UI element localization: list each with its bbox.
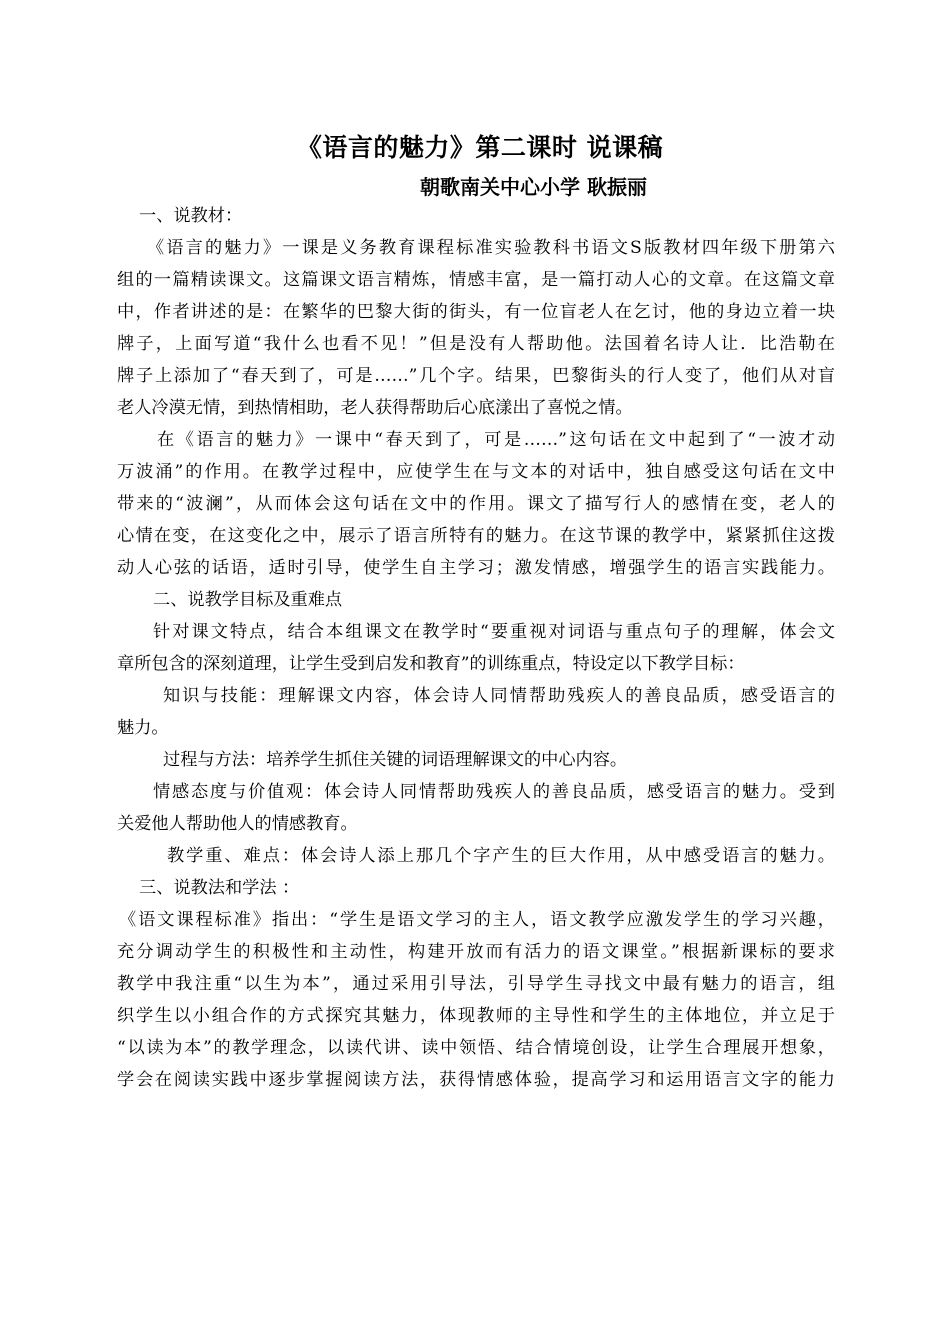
paragraph-line: 知识与技能：理解课文内容，体会诗人同情帮助残疾人的善良品质，感受语言的 — [163, 686, 835, 706]
section-heading-1: 一、说教材： — [139, 206, 243, 226]
paragraph-line: 带来的“波澜”，从而体会这句话在文中的作用。课文了描写行人的感情在变，老人的 — [117, 494, 835, 514]
document-title: 《语言的魅力》第二课时 说课稿 — [296, 133, 664, 162]
paragraph-line: “以读为本”的教学理念，以读代讲、读中领悟、结合情境创设，让学生合理展开想象， — [117, 1038, 835, 1058]
paragraph-line: 针对课文特点，结合本组课文在教学时“要重视对词语与重点句子的理解，体会文 — [153, 622, 835, 642]
paragraph-line: 《语文课程标准》指出：“学生是语文学习的主人，语文教学应激发学生的学习兴趣， — [119, 910, 835, 930]
paragraph-line: 万波涌”的作用。在教学过程中，应使学生在与文本的对话中，独自感受这句话在文中 — [117, 462, 835, 482]
paragraph-line: 学会在阅读实践中逐步掌握阅读方法，获得情感体验，提高学习和运用语言文字的能力 — [117, 1070, 835, 1090]
paragraph-line: 教学重、难点：体会诗人添上那几个字产生的巨大作用，从中感受语言的魅力。 — [167, 846, 835, 866]
paragraph-line: 过程与方法：培养学生抓住关键的词语理解课文的中心内容。 — [163, 750, 628, 770]
section-heading-3: 三、说教法和学法 ： — [139, 878, 300, 898]
paragraph-line: 组的一篇精读课文。这篇课文语言精炼，情感丰富，是一篇打动人心的文章。在这篇文章 — [117, 270, 835, 290]
paragraph-line: 关爱他人帮助他人的情感教育。 — [117, 814, 358, 834]
paragraph-line: 老人冷漠无情，到热情相助，老人获得帮助后心底漾出了喜悦之情。 — [117, 398, 633, 418]
paragraph-line: 动人心弦的话语，适时引导，使学生自主学习；激发情感，增强学生的语言实践能力。 — [117, 558, 835, 578]
paragraph-line: 章所包含的深刻道理，让学生受到启发和教育”的训练重点，特设定以下教学目标： — [117, 654, 745, 674]
paragraph-line: 教学中我注重“以生为本”，通过采用引导法，引导学生寻找文中最有魅力的语言，组 — [117, 974, 835, 994]
paragraph-line: 织学生以小组合作的方式探究其魅力，体现教师的主导性和学生的主体地位，并立足于 — [117, 1006, 835, 1026]
paragraph-line: 牌子上添加了“春天到了，可是……”几个字。结果，巴黎街头的行人变了，他们从对盲 — [117, 366, 835, 386]
document-body — [117, 200, 835, 1096]
paragraph-line: 在《语言的魅力》一课中“春天到了，可是……”这句话在文中起到了“一波才动 — [157, 430, 835, 450]
paragraph-line: 心情在变，在这变化之中，展示了语言所特有的魅力。在这节课的教学中，紧紧抓住这拨 — [117, 526, 835, 546]
paragraph-line: 魅力。 — [117, 718, 169, 738]
paragraph-line: 情感态度与价值观：体会诗人同情帮助残疾人的善良品质，感受语言的魅力。受到 — [153, 782, 835, 802]
paragraph-line: 充分调动学生的积极性和主动性，构建开放而有活力的语文课堂。”根据新课标的要求 — [117, 942, 835, 962]
paragraph-line: 牌子，上面写道“我什么也看不见！”但是没有人帮助他。法国着名诗人让．比浩勒在 — [117, 334, 835, 354]
section-heading-2: 二、说教学目标及重难点 — [153, 590, 343, 610]
paragraph-line: 《语言的魅力》一课是义务教育课程标准实验教科书语文S版教材四年级下册第六 — [147, 238, 835, 258]
paragraph-line: 中，作者讲述的是：在繁华的巴黎大街的街头，有一位盲老人在乞讨，他的身边立着一块 — [117, 302, 835, 322]
author-line: 朝歌南关中心小学 耿振丽 — [420, 175, 647, 199]
